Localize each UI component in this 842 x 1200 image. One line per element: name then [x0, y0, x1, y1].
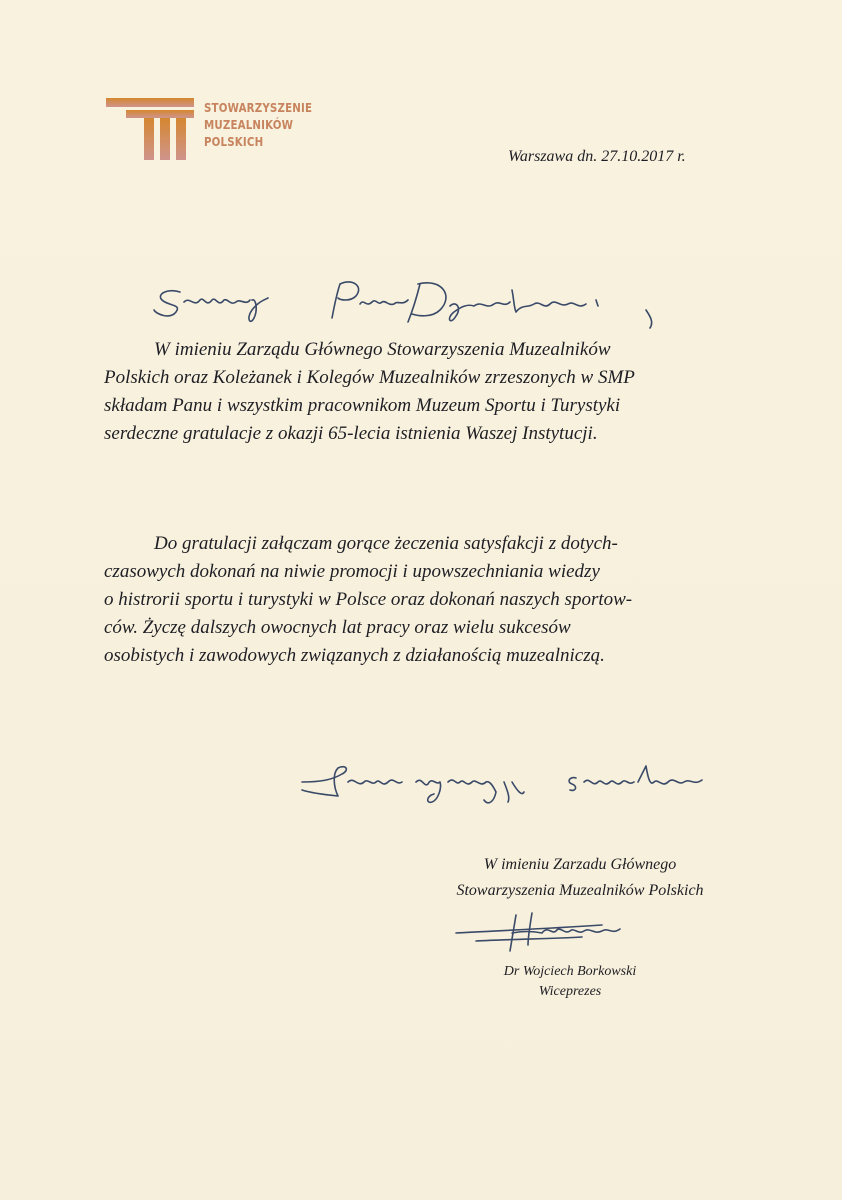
signoff-line-1: W imieniu Zarzadu Głównego	[483, 856, 677, 873]
smp-logo-text	[204, 99, 312, 150]
paragraph-line: czasowych dokonań na niwie promocji i upowszechniania wiedzy	[104, 561, 600, 582]
letter-date: Warszawa dn. 27.10.2017 r.	[508, 148, 686, 165]
paragraph-line: serdeczne gratulacje z okazji 65-lecia istnienia Waszej Instytucji.	[104, 423, 598, 444]
handwritten-salutation	[150, 270, 680, 340]
logo-line-1: STOWARZYSZENIE	[204, 100, 313, 115]
signoff-line-2: Stowarzyszenia Muzealników Polskich	[456, 882, 704, 899]
paragraph-line: osobistych i zawodowych związanych z działanością muzealniczą.	[104, 645, 605, 666]
signer-block	[470, 962, 670, 1002]
paragraph-line: o histrorii sportu i turystyki w Polsce oraz dokonań naszych sportow-	[104, 589, 633, 610]
signoff-block	[400, 852, 760, 904]
logo-line-3: POLSKICH	[204, 134, 264, 149]
logo-line-2: MUZEALNIKÓW	[204, 117, 294, 132]
smp-logo	[104, 96, 334, 166]
handwritten-closing	[298, 752, 718, 812]
signer-name: Dr Wojciech Borkowski	[503, 964, 637, 979]
paragraph-line: składam Panu i wszystkim pracownikom Muzeum Sportu i Turystyki	[104, 395, 621, 416]
paragraph-line: Polskich oraz Koleżanek i Kolegów Muzealników zrzeszonych w SMP	[104, 367, 635, 388]
smp-logo-mark	[104, 96, 196, 162]
paragraph-line: W imieniu Zarządu Głównego Stowarzyszenia Muzealników	[154, 339, 611, 360]
paragraph-line: ców. Życzę dalszych owocnych lat pracy oraz wielu sukcesów	[104, 617, 571, 638]
signature	[452, 905, 652, 955]
paragraph-wishes	[104, 530, 750, 670]
paragraph-congratulations	[104, 336, 750, 448]
paragraph-line: Do gratulacji załączam gorące żeczenia satysfakcji z dotych-	[154, 533, 618, 554]
signer-title: Wiceprezes	[538, 984, 602, 999]
